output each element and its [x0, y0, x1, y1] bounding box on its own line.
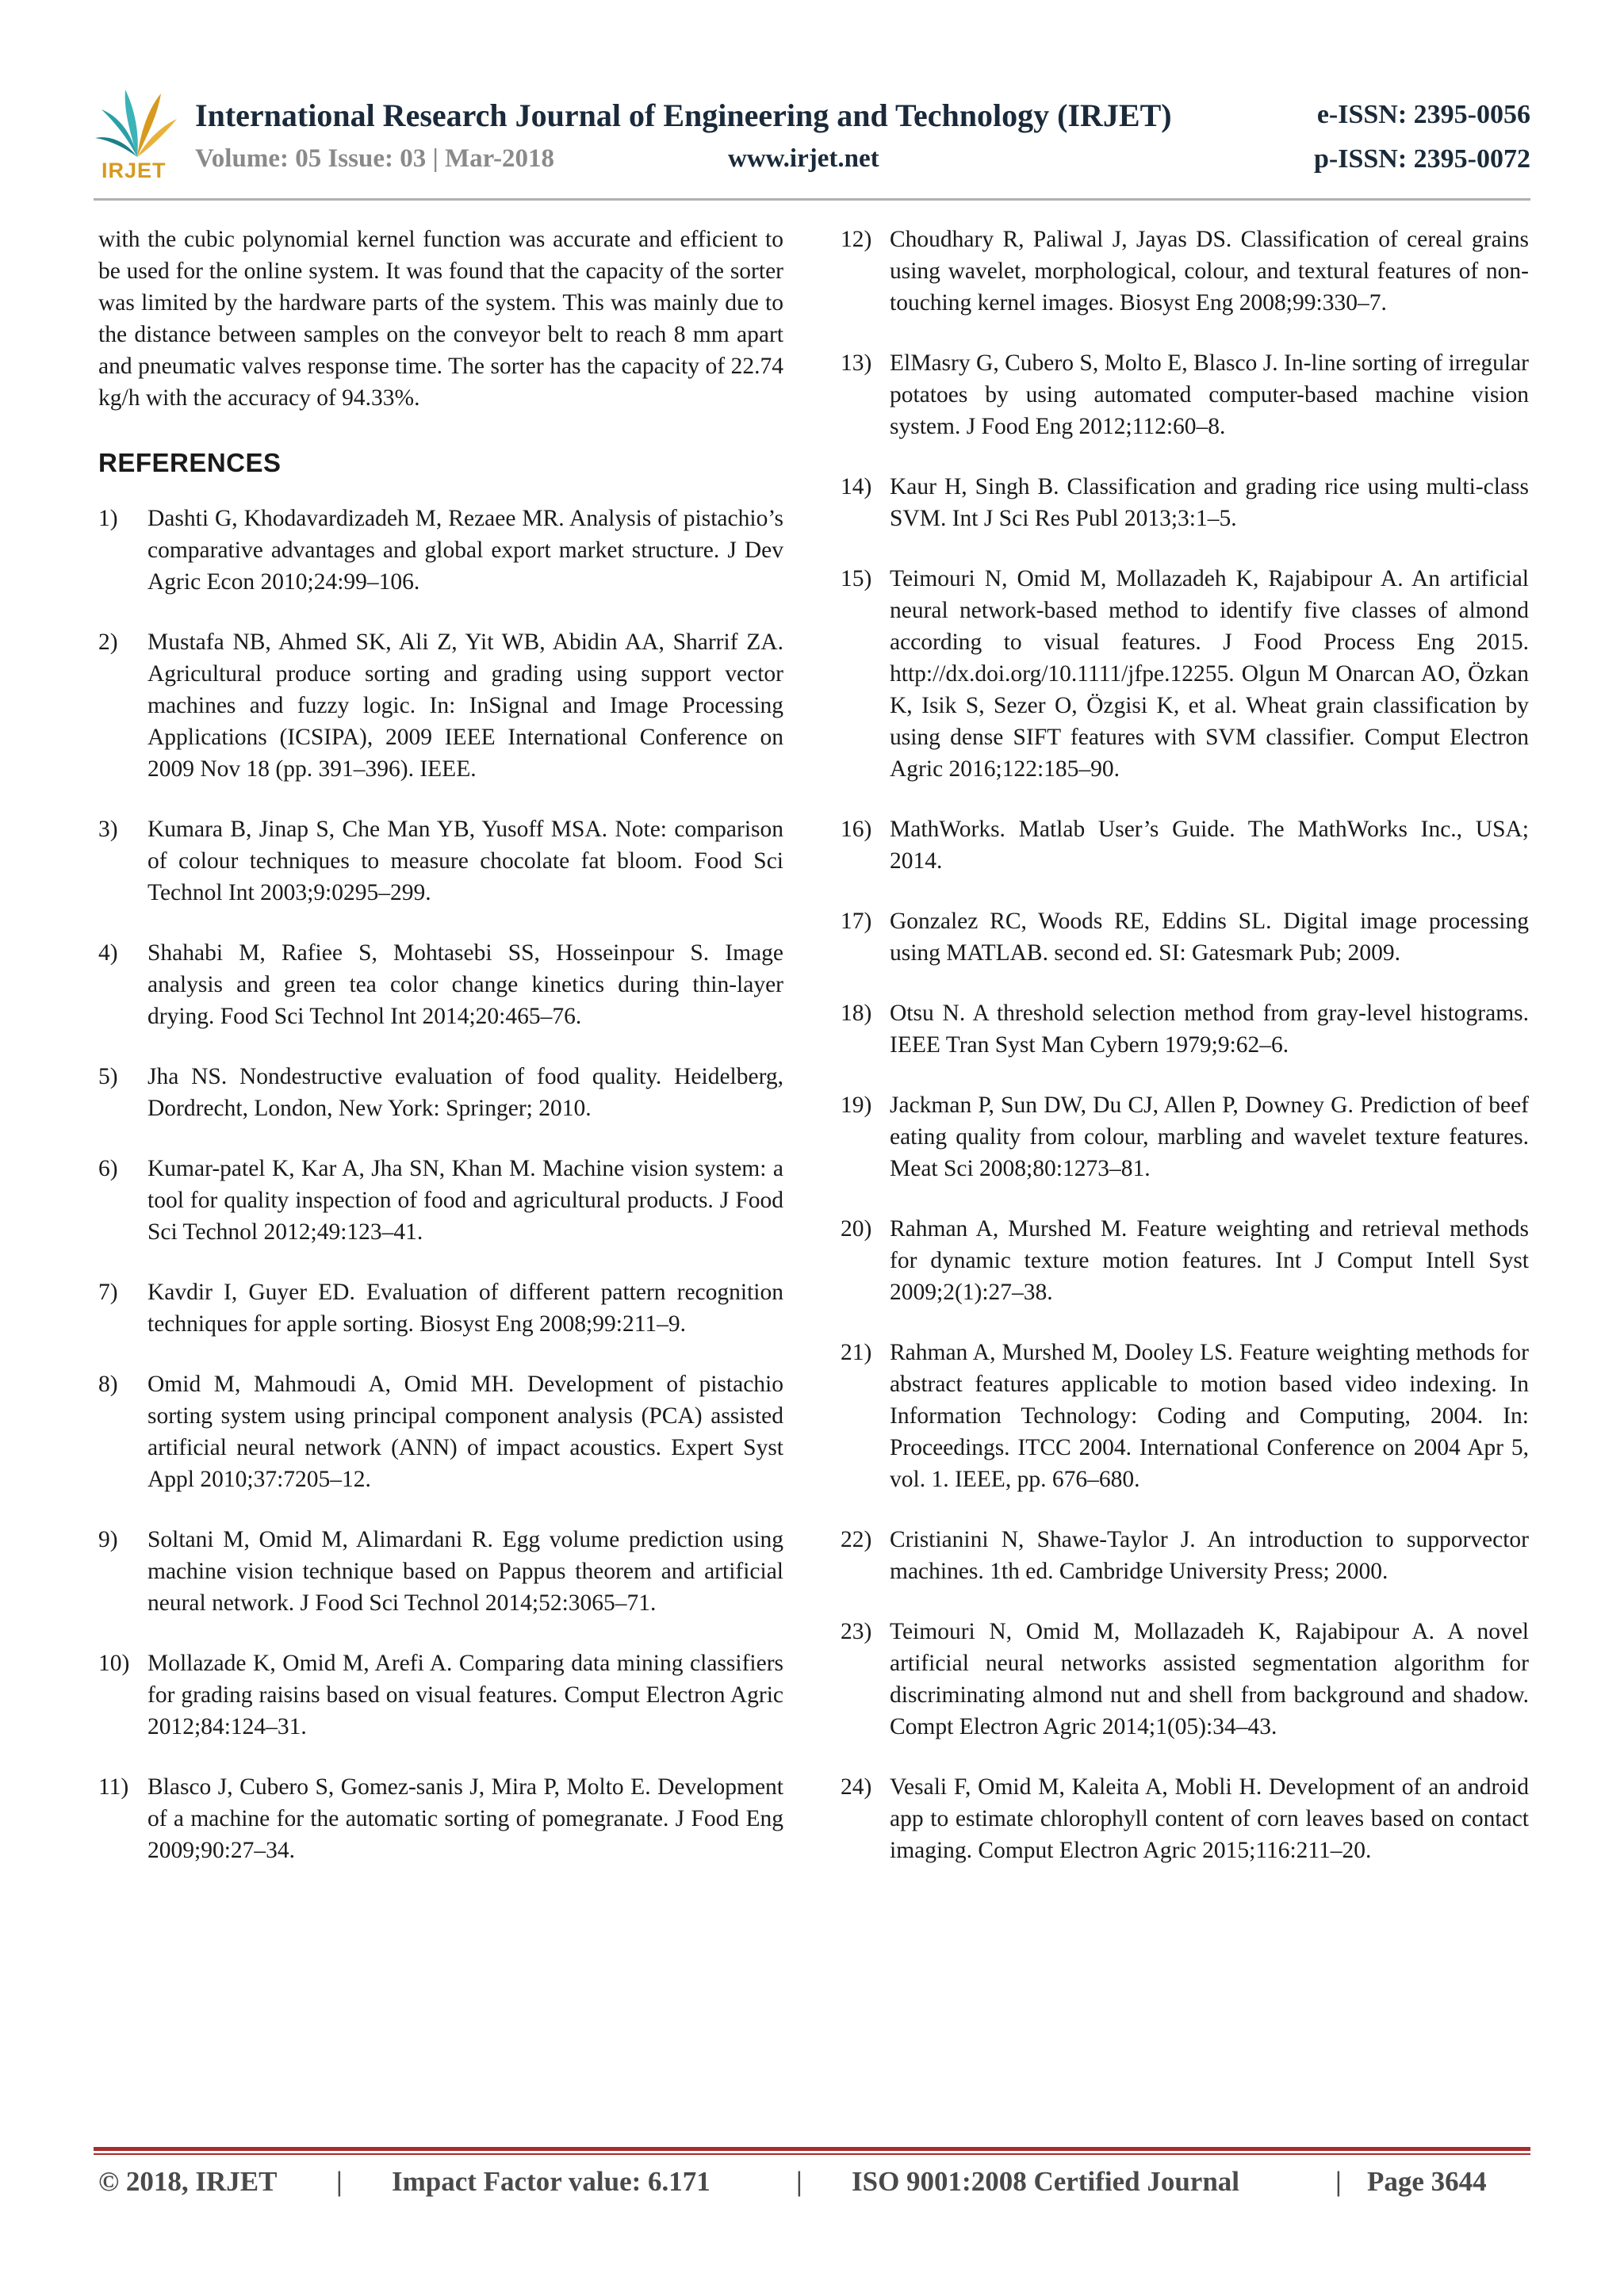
header-divider [94, 198, 1530, 201]
reference-item [841, 1524, 1529, 1587]
reference-item [98, 1368, 783, 1495]
reference-text: Omid M, Mahmoudi A, Omid MH. Development of pistachio sorting system using principal component analysis (PCA) assisted artificial neural network (ANN) of impact acoustics. Expert Syst Appl 2010;37:7205–12. [147, 1372, 783, 1492]
reference-text: Cristianini N, Shawe-Taylor J. An introduction to supporvector machines. 1th ed. Cambridge University Press; 2000. [890, 1527, 1529, 1584]
footer-page-number: Page 3644 [1367, 2166, 1487, 2197]
reference-text: Gonzalez RC, Woods RE, Eddins SL. Digital image processing using MATLAB. second ed. SI: Gatesmark Pub; 2009. [890, 909, 1529, 966]
footer-iso: ISO 9001:2008 Certified Journal [852, 2166, 1240, 2197]
reference-number: 3) [98, 817, 118, 842]
reference-list-left [98, 503, 783, 1866]
reference-number: 9) [98, 1527, 118, 1552]
reference-item [841, 347, 1529, 442]
reference-text: Jackman P, Sun DW, Du CJ, Allen P, Downey G. Prediction of beef eating quality from colour, marbling and wavelet texture features. Meat Sci 2008;80:1273–81. [890, 1093, 1529, 1181]
reference-number: 23) [841, 1619, 872, 1644]
p-issn: p-ISSN: 2395-0072 [1314, 144, 1530, 174]
reference-text: Kumara B, Jinap S, Che Man YB, Yusoff MSA. Note: comparison of colour techniques to measure chocolate fat bloom. Food Sci Technol Int 2003;9:0295–299. [147, 817, 783, 905]
reference-text: Mustafa NB, Ahmed SK, Ali Z, Yit WB, Abidin AA, Sharrif ZA. Agricultural produce sorting and grading using support vector machines and fuzzy logic. In: InSignal and Image Processing Applications (ICSIPA), 2009 IEEE International Conference on 2009 Nov 18 (pp. 391–396). IEEE. [147, 629, 783, 782]
reference-item [98, 626, 783, 785]
reference-item [841, 1213, 1529, 1308]
volume-issue: Volume: 05 Issue: 03 | Mar-2018 [195, 144, 555, 173]
reference-number: 14) [841, 474, 872, 499]
reference-item [841, 813, 1529, 877]
reference-text: Teimouri N, Omid M, Mollazadeh K, Rajabipour A. An artificial neural network-based method to identify five classes of almond according to visual features. J Food Process Eng 2015. http://dx.doi.org/10.1111/jfpe.12255. Olgun M Onarcan AO, Özkan K, Isik S, Sezer O, Özgisi K, et al. Wheat grain classification by using dense SIFT features with SVM classifier. Comput Electron Agric 2016;122:185–90. [890, 566, 1529, 782]
left-column [98, 224, 783, 1895]
journal-website[interactable]: www.irjet.net [728, 144, 879, 173]
reference-text: Blasco J, Cubero S, Gomez-sanis J, Mira P, Molto E. Development of a machine for the automatic sorting of pomegranate. J Food Eng 2009;90:27–34. [147, 1774, 783, 1863]
reference-number: 19) [841, 1093, 872, 1118]
reference-item [98, 1647, 783, 1743]
reference-number: 6) [98, 1156, 118, 1181]
reference-item [841, 224, 1529, 319]
reference-number: 1) [98, 506, 118, 531]
reference-text: Mollazade K, Omid M, Arefi A. Comparing data mining classifiers for grading raisins based on visual features. Comput Electron Agric 2012;84:124–31. [147, 1651, 783, 1739]
reference-text: Shahabi M, Rafiee S, Mohtasebi SS, Hosseinpour S. Image analysis and green tea color change kinetics during thin-layer drying. Food Sci Technol Int 2014;20:465–76. [147, 940, 783, 1029]
reference-number: 13) [841, 350, 872, 376]
reference-text: Rahman A, Murshed M. Feature weighting and retrieval methods for dynamic texture motion features. Int J Comput Intell Syst 2009;2(1):27–38. [890, 1216, 1529, 1305]
reference-number: 16) [841, 817, 872, 842]
reference-number: 2) [98, 629, 118, 655]
reference-item [98, 1276, 783, 1340]
footer-separator: | [796, 2166, 802, 2197]
right-column [841, 224, 1529, 1895]
reference-item [841, 471, 1529, 534]
reference-text: Vesali F, Omid M, Kaleita A, Mobli H. Development of an android app to estimate chlorophyll content of corn leaves based on contact imaging. Comput Electron Agric 2015;116:211–20. [890, 1774, 1529, 1863]
reference-item [841, 905, 1529, 969]
reference-number: 8) [98, 1372, 118, 1397]
journal-title: International Research Journal of Engineering and Technology (IRJET) [195, 98, 1172, 133]
reference-number: 17) [841, 909, 872, 934]
reference-number: 11) [98, 1774, 129, 1800]
reference-number: 22) [841, 1527, 872, 1552]
reference-item [98, 503, 783, 598]
reference-number: 18) [841, 1001, 872, 1026]
reference-text: Kaur H, Singh B. Classification and grading rice using multi-class SVM. Int J Sci Res Publ 2013;3:1–5. [890, 474, 1529, 531]
references-heading: REFERENCES [98, 448, 282, 477]
reference-text: Rahman A, Murshed M, Dooley LS. Feature weighting methods for abstract features applicable to motion based video indexing. In Information Technology: Coding and Computing, 2004. In: Proceedings. ITCC 2004. International Conference on 2004 Apr 5, vol. 1. IEEE, pp. 676–680. [890, 1340, 1529, 1492]
leaf-logo-icon [94, 86, 181, 161]
conclusion-paragraph: with the cubic polynomial kernel function was accurate and efficient to be used for the online system. It was found that the capacity of the sorter was limited by the hardware parts of the system. This was mainly due to the distance between samples on the conveyor belt to reach 8 mm apart and pneumatic valves response time. The sorter has the capacity of 22.74 kg/h with the accuracy of 94.33%. [98, 227, 783, 411]
irjet-logo [94, 86, 181, 189]
reference-text: Kavdir I, Guyer ED. Evaluation of different pattern recognition techniques for apple sorting. Biosyst Eng 2008;99:211–9. [147, 1280, 783, 1337]
reference-number: 4) [98, 940, 118, 966]
reference-number: 7) [98, 1280, 118, 1305]
reference-number: 15) [841, 566, 872, 591]
reference-text: Jha NS. Nondestructive evaluation of food quality. Heidelberg, Dordrecht, London, New York: Springer; 2010. [147, 1064, 783, 1121]
reference-item [98, 1153, 783, 1248]
reference-item [841, 563, 1529, 785]
reference-item [98, 937, 783, 1032]
reference-text: Kumar-patel K, Kar A, Jha SN, Khan M. Machine vision system: a tool for quality inspection of food and agricultural products. J Food Sci Technol 2012;49:123–41. [147, 1156, 783, 1245]
reference-number: 10) [98, 1651, 130, 1676]
page-header [94, 86, 1530, 189]
reference-item [98, 1061, 783, 1124]
reference-number: 12) [841, 227, 872, 252]
reference-item [841, 1616, 1529, 1743]
reference-list-right [841, 224, 1529, 1866]
reference-item [841, 1089, 1529, 1184]
reference-text: Soltani M, Omid M, Alimardani R. Egg volume prediction using machine vision technique based on Pappus theorem and artificial neural network. J Food Sci Technol 2014;52:3065–71. [147, 1527, 783, 1616]
e-issn: e-ISSN: 2395-0056 [1316, 100, 1530, 129]
reference-item [98, 813, 783, 909]
footer-divider [94, 2147, 1530, 2151]
reference-number: 21) [841, 1340, 872, 1365]
reference-number: 24) [841, 1774, 872, 1800]
reference-text: Dashti G, Khodavardizadeh M, Rezaee MR. Analysis of pistachio’s comparative advantages and global export market structure. J Dev Agric Econ 2010;24:99–106. [147, 506, 783, 595]
footer-divider-thin [94, 2153, 1530, 2155]
reference-text: Choudhary R, Paliwal J, Jayas DS. Classification of cereal grains using wavelet, morphological, colour, and textural features of non-touching kernel images. Biosyst Eng 2008;99:330–7. [890, 227, 1529, 316]
reference-text: MathWorks. Matlab User’s Guide. The MathWorks Inc., USA; 2014. [890, 817, 1529, 874]
page-footer [98, 2166, 1530, 2206]
reference-text: Teimouri N, Omid M, Mollazadeh K, Rajabipour A. A novel artificial neural networks assisted segmentation algorithm for discriminating almond nut and shell from background and shadow. Compt Electron Agric 2014;1(05):34–43. [890, 1619, 1529, 1739]
reference-item [98, 1771, 783, 1866]
footer-impact-factor: Impact Factor value: 6.171 [392, 2166, 710, 2197]
logo-text: IRJET [102, 159, 167, 182]
reference-text: ElMasry G, Cubero S, Molto E, Blasco J. In-line sorting of irregular potatoes by using automated computer-based machine vision system. J Food Eng 2012;112:60–8. [890, 350, 1529, 439]
footer-separator: | [1335, 2166, 1342, 2197]
reference-number: 5) [98, 1064, 118, 1089]
footer-separator: | [336, 2166, 343, 2197]
reference-item [841, 1771, 1529, 1866]
reference-item [841, 997, 1529, 1061]
reference-text: Otsu N. A threshold selection method from gray-level histograms. IEEE Tran Syst Man Cybern 1979;9:62–6. [890, 1001, 1529, 1058]
reference-item [98, 1524, 783, 1619]
footer-copyright: © 2018, IRJET [98, 2166, 278, 2197]
reference-item [841, 1337, 1529, 1495]
reference-number: 20) [841, 1216, 872, 1242]
